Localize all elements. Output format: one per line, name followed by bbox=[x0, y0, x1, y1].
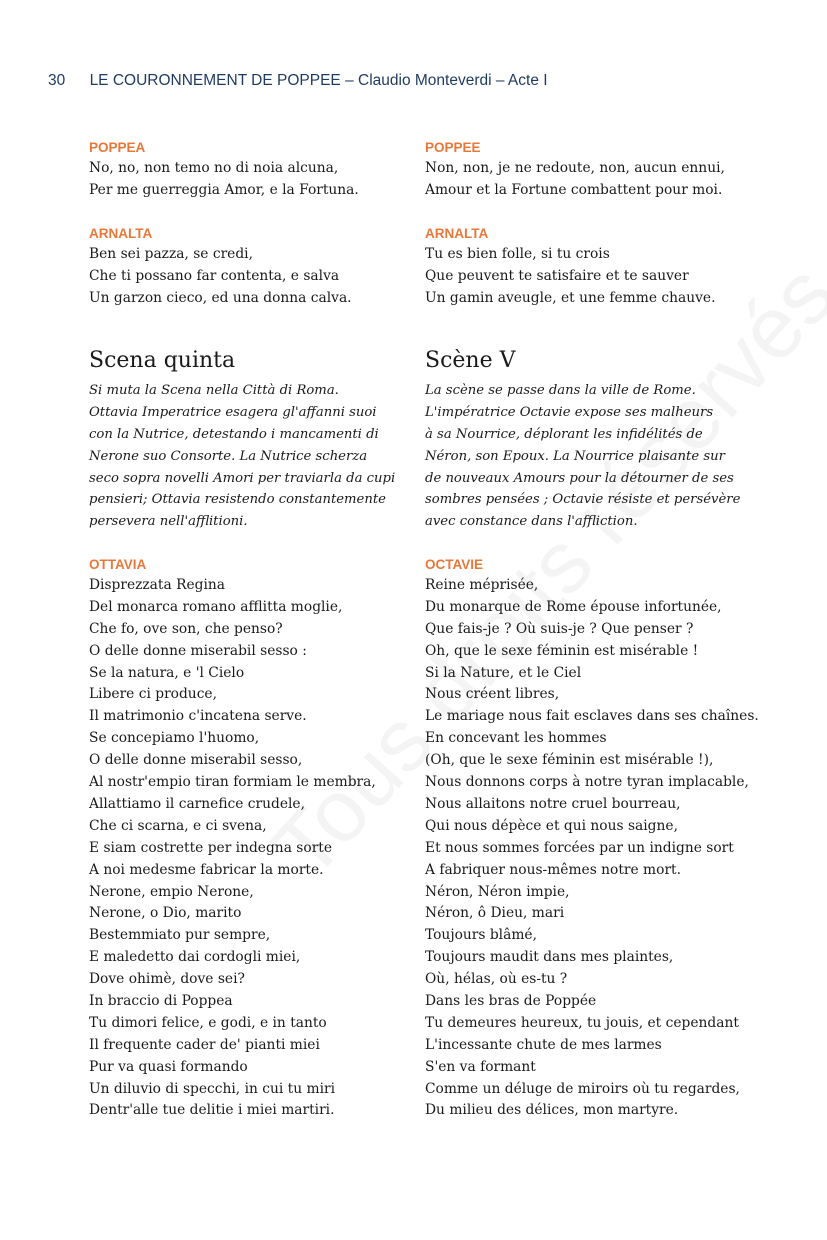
stage-direction-line: La scène se passe dans la ville de Rome. bbox=[425, 383, 696, 399]
running-title: LE COURONNEMENT DE POPPEE – Claudio Monteverdi – Acte I bbox=[89, 72, 548, 89]
verse-line: A noi medesme fabricar la morte. bbox=[89, 861, 324, 878]
stage-direction-line: Néron, son Epoux. La Nourrice plaisante sur bbox=[425, 448, 725, 464]
verse-line: Oh, que le sexe féminin est misérable ! bbox=[425, 642, 699, 659]
verse-line: Que peuvent te satisfaire et te sauver bbox=[425, 267, 689, 284]
verse-line: Et nous sommes forcées par un indigne sort bbox=[425, 839, 734, 856]
verse-line: Pur va quasi formando bbox=[89, 1058, 248, 1075]
verse-line: O delle donne miserabil sesso, bbox=[89, 752, 303, 769]
scene-description bbox=[89, 380, 429, 533]
french-column bbox=[425, 138, 765, 1122]
verse-line: Que fais-je ? Où suis-je ? Que penser ? bbox=[425, 620, 694, 637]
speaker-name: POPPEA bbox=[89, 140, 146, 155]
verse-line: En concevant les hommes bbox=[425, 730, 607, 747]
verse-line: Dentr'alle tue delitie i miei martiri. bbox=[89, 1102, 335, 1119]
verse-block bbox=[425, 575, 765, 1122]
verse-block bbox=[425, 158, 765, 202]
verse-line: Che ti possano far contenta, e salva bbox=[89, 267, 340, 284]
verse-line: Il matrimonio c'incatena serve. bbox=[89, 708, 307, 725]
verse-line: Qui nous dépèce et qui nous saigne, bbox=[425, 817, 678, 834]
verse-line: Tu es bien folle, si tu crois bbox=[425, 245, 610, 262]
verse-line: Si la Nature, et le Ciel bbox=[425, 664, 582, 681]
page-number: 30 bbox=[48, 72, 66, 89]
verse-line: E maledetto dai cordogli miei, bbox=[89, 949, 301, 966]
speaker-name: OTTAVIA bbox=[89, 557, 147, 573]
verse-line: Che ci scarna, e ci svena, bbox=[89, 817, 267, 834]
verse-line: S'en va formant bbox=[425, 1058, 536, 1075]
stage-direction-line: sombres pensées ; Octavie résiste et persévère bbox=[425, 492, 741, 508]
stage-direction-line: L'impératrice Octavie expose ses malheurs bbox=[425, 405, 714, 421]
scene-title: Scène V bbox=[425, 348, 516, 374]
verse-line: Bestemmiato pur sempre, bbox=[89, 927, 271, 944]
verse-line: Toujours maudit dans mes plaintes, bbox=[425, 949, 674, 966]
verse-line: Nous donnons corps à notre tyran implacable, bbox=[425, 774, 749, 791]
verse-block bbox=[89, 575, 429, 1122]
verse-line: Toujours blâmé, bbox=[425, 927, 537, 944]
verse-line: Tu demeures heureux, tu jouis, et cependant bbox=[425, 1014, 739, 1031]
verse-line: Un diluvio di specchi, in cui tu miri bbox=[89, 1080, 335, 1097]
stage-direction-line: à sa Nourrice, déplorant les infidélités de bbox=[425, 427, 703, 443]
speaker-name: POPPEE bbox=[425, 140, 481, 155]
verse-line: Amour et la Fortune combattent pour moi. bbox=[425, 181, 723, 198]
verse-line: Nous créent libres, bbox=[425, 686, 560, 703]
verse-line: Al nostr'empio tiran formiam le membra, bbox=[89, 774, 376, 791]
verse-block bbox=[89, 244, 429, 310]
stage-direction-line: de nouveaux Amours pour la détourner de ses bbox=[425, 470, 734, 486]
verse-line: Il frequente cader de' pianti miei bbox=[89, 1036, 320, 1053]
verse-line: E siam costrette per indegna sorte bbox=[89, 839, 332, 856]
verse-block bbox=[425, 244, 765, 310]
verse-line: Du milieu des délices, mon martyre. bbox=[425, 1102, 679, 1119]
verse-line: Le mariage nous fait esclaves dans ses chaînes. bbox=[425, 708, 759, 725]
scene-description bbox=[425, 380, 765, 533]
verse-line: Néron, ô Dieu, mari bbox=[425, 905, 565, 922]
verse-line: Del monarca romano afflitta moglie, bbox=[89, 598, 343, 615]
verse-line: Che fo, ove son, che penso? bbox=[89, 620, 283, 637]
verse-line: Néron, Néron impie, bbox=[425, 883, 570, 900]
verse-line: Se la natura, e 'l Cielo bbox=[89, 664, 245, 681]
stage-direction-line: con la Nutrice, detestando i mancamenti di bbox=[89, 427, 379, 443]
verse-line: Se concepiamo l'huomo, bbox=[89, 730, 260, 747]
verse-line: Tu dimori felice, e godi, e in tanto bbox=[89, 1014, 327, 1031]
stage-direction-line: seco sopra novelli Amori per traviarla da cupi bbox=[89, 470, 396, 486]
verse-line: L'incessante chute de mes larmes bbox=[425, 1036, 662, 1053]
verse-line: Per me guerreggia Amor, e la Fortuna. bbox=[89, 181, 359, 198]
stage-direction-line: Nerone suo Consorte. La Nutrice scherza bbox=[89, 448, 368, 464]
speaker-name: ARNALTA bbox=[89, 225, 153, 241]
verse-line: Disprezzata Regina bbox=[89, 577, 225, 594]
verse-line: Du monarque de Rome épouse infortunée, bbox=[425, 598, 722, 615]
page-header bbox=[48, 72, 748, 90]
verse-line: Un gamin aveugle, et une femme chauve. bbox=[425, 289, 716, 306]
verse-line: Nerone, o Dio, marito bbox=[89, 905, 242, 922]
italian-column bbox=[89, 138, 429, 1122]
verse-line: Reine méprisée, bbox=[425, 577, 539, 594]
stage-direction-line: Si muta la Scena nella Città di Roma. bbox=[89, 383, 339, 399]
verse-line: Non, non, je ne redoute, non, aucun ennui, bbox=[425, 160, 725, 176]
verse-line: Un garzon cieco, ed una donna calva. bbox=[89, 289, 352, 306]
verse-block bbox=[89, 158, 429, 202]
verse-line: A fabriquer nous-mêmes notre mort. bbox=[425, 861, 681, 878]
scene-title: Scena quinta bbox=[89, 348, 236, 374]
verse-line: (Oh, que le sexe féminin est misérable !), bbox=[425, 752, 714, 769]
speaker-name: ARNALTA bbox=[425, 225, 489, 241]
verse-line: Nous allaitons notre cruel bourreau, bbox=[425, 795, 681, 812]
verse-line: Libere ci produce, bbox=[89, 686, 217, 703]
stage-direction-line: pensieri; Ottavia resistendo constantemente bbox=[89, 492, 386, 508]
verse-line: In braccio di Poppea bbox=[89, 992, 233, 1009]
stage-direction-line: avec constance dans l'affliction. bbox=[425, 514, 638, 530]
stage-direction-line: Ottavia Imperatrice esagera gl'affanni suoi bbox=[89, 405, 377, 421]
stage-direction-line: persevera nell'afflitioni. bbox=[89, 514, 248, 530]
verse-line: Dove ohimè, dove sei? bbox=[89, 971, 245, 988]
verse-line: Nerone, empio Nerone, bbox=[89, 883, 254, 900]
verse-line: Où, hélas, où es-tu ? bbox=[425, 971, 568, 988]
speaker-name: OCTAVIE bbox=[425, 557, 484, 573]
verse-line: Comme un déluge de miroirs où tu regardes, bbox=[425, 1080, 740, 1097]
verse-line: Allattiamo il carnefice crudele, bbox=[89, 795, 305, 812]
verse-line: No, no, non temo no di noia alcuna, bbox=[89, 160, 339, 176]
verse-line: Ben sei pazza, se credi, bbox=[89, 245, 253, 262]
verse-line: Dans les bras de Poppée bbox=[425, 992, 597, 1009]
verse-line: O delle donne miserabil sesso : bbox=[89, 642, 307, 659]
